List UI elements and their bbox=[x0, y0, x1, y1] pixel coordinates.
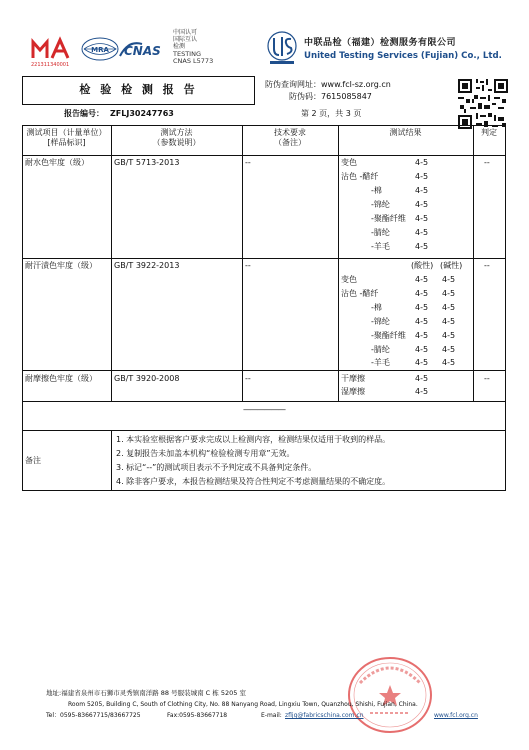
footer-email-link[interactable]: zfljg@fabricschina.com.cn bbox=[285, 712, 364, 719]
result-acid: 4-5 bbox=[415, 275, 429, 284]
result-label: -聚酯纤维 bbox=[371, 214, 406, 223]
result-value: 4-5 bbox=[415, 214, 429, 223]
result-label: -腈纶 bbox=[371, 228, 390, 237]
result-label: -棉 bbox=[371, 303, 382, 312]
result-alkali: 4-5 bbox=[442, 345, 456, 354]
result-acid: 4-5 bbox=[415, 303, 429, 312]
svg-text:MRA: MRA bbox=[91, 46, 109, 54]
remark-item: 3. 标记“--”的测试项目表示不予判定或不具备判定条件。 bbox=[116, 463, 317, 472]
report-number: ZFLJ30247763 bbox=[110, 109, 174, 118]
result-value: 4-5 bbox=[415, 186, 429, 195]
footer-website-link[interactable]: www.fcl.org.cn bbox=[434, 712, 478, 719]
result-label: 沾色 -醋纤 bbox=[341, 289, 379, 298]
remark-item: 1. 本实验室根据客户要求完成以上检测内容，检测结果仅适用于收到的样品。 bbox=[116, 435, 391, 444]
row-method: GB/T 5713-2013 bbox=[114, 158, 180, 167]
col-header-method: 测试方法 （参数说明） bbox=[152, 128, 201, 147]
result-label: -锦纶 bbox=[371, 317, 390, 326]
footer-address-cn: 地址:福建省泉州市石狮市灵秀镇南洋路 88 号服装城南 C 栋 5205 室 bbox=[46, 689, 246, 697]
table-end-marker: —————— bbox=[243, 405, 285, 414]
report-number-label: 报告编号： bbox=[64, 109, 104, 118]
ilac-mra-logo bbox=[80, 36, 120, 62]
result-alkali: 4-5 bbox=[442, 358, 456, 367]
result-value: 4-5 bbox=[415, 242, 429, 251]
result-label: -聚酯纤维 bbox=[371, 331, 406, 340]
result-value: 4-5 bbox=[415, 228, 429, 237]
result-alkali: 4-5 bbox=[442, 317, 456, 326]
result-label: 干摩擦 bbox=[341, 374, 365, 383]
result-label: 沾色 -醋纤 bbox=[341, 172, 379, 181]
org-name-en: United Testing Services (Fujian) Co., Ltd. bbox=[304, 51, 502, 61]
result-value: 4-5 bbox=[415, 387, 429, 396]
row-judge: -- bbox=[484, 261, 490, 270]
result-value: 4-5 bbox=[415, 158, 429, 167]
result-alkali: 4-5 bbox=[442, 303, 456, 312]
result-label: -腈纶 bbox=[371, 345, 390, 354]
result-label: -锦纶 bbox=[371, 200, 390, 209]
page-info: 第 2 页，共 3 页 bbox=[301, 109, 362, 118]
qr-code bbox=[458, 79, 508, 129]
result-label: -棉 bbox=[371, 186, 382, 195]
org-name-cn: 中联品检（福建）检测服务有限公司 bbox=[304, 38, 457, 48]
result-acid: 4-5 bbox=[415, 358, 429, 367]
remarks-label: 备注 bbox=[25, 456, 41, 465]
ma-logo bbox=[30, 36, 74, 62]
result-label: -羊毛 bbox=[371, 358, 390, 367]
official-seal-stamp bbox=[346, 655, 434, 735]
col-header-result: 测试结果 bbox=[389, 128, 422, 137]
row-judge: -- bbox=[484, 374, 490, 383]
row-item: 耐摩擦色牢度（级） bbox=[25, 374, 97, 383]
row-requirement: -- bbox=[245, 158, 251, 167]
result-label: -羊毛 bbox=[371, 242, 390, 251]
remark-item: 2. 复制报告未加盖本机构“检验检测专用章”无效。 bbox=[116, 449, 295, 458]
cnas-accreditation-text: 中国认可 国际互认 检测 TESTING CNAS L5773 bbox=[173, 29, 214, 65]
row-requirement: -- bbox=[245, 261, 251, 270]
result-subheader-alkali: (碱性) bbox=[440, 261, 463, 270]
result-acid: 4-5 bbox=[415, 331, 429, 340]
row-judge: -- bbox=[484, 158, 490, 167]
row-item: 耐汗渍色牢度（级） bbox=[25, 261, 97, 270]
result-label: 变色 bbox=[341, 158, 357, 167]
result-subheader-acid: (酸性) bbox=[411, 261, 434, 270]
remark-item: 4. 除非客户要求，本报告检测结果及符合性判定不考虑测量结果的不确定度。 bbox=[116, 477, 391, 486]
row-requirement: -- bbox=[245, 374, 251, 383]
row-item: 耐水色牢度（级） bbox=[25, 158, 89, 167]
result-alkali: 4-5 bbox=[442, 331, 456, 340]
footer-address-en: Room 5205, Building C, South of Clothing City, No. 88 Nanyang Road, Lingxiu Town, Quanzhou, Shishi, Fujian, China. bbox=[68, 701, 418, 708]
row-method: GB/T 3922-2013 bbox=[114, 261, 180, 270]
result-acid: 4-5 bbox=[415, 317, 429, 326]
footer-email-label: E-mail: bbox=[261, 712, 282, 719]
uts-logo bbox=[265, 30, 299, 66]
result-acid: 4-5 bbox=[415, 289, 429, 298]
result-alkali: 4-5 bbox=[442, 289, 456, 298]
ma-number: 221311340001 bbox=[31, 62, 70, 68]
report-title: 检 验 检 测 报 告 bbox=[79, 83, 198, 96]
result-value: 4-5 bbox=[415, 172, 429, 181]
verify-code: 防伪码：7615085847 bbox=[289, 92, 372, 101]
cnas-logo bbox=[118, 38, 166, 60]
result-value: 4-5 bbox=[415, 200, 429, 209]
svg-text:CNAS: CNAS bbox=[124, 44, 161, 58]
remarks-list bbox=[116, 433, 390, 489]
col-header-requirement: 技术要求 （备注） bbox=[274, 128, 306, 147]
result-acid: 4-5 bbox=[415, 345, 429, 354]
row-method: GB/T 3920-2008 bbox=[114, 374, 180, 383]
result-label: 湿摩擦 bbox=[341, 387, 365, 396]
footer-tel: Tel：0595-83667715/83667725 bbox=[46, 712, 141, 719]
result-label: 变色 bbox=[341, 275, 357, 284]
footer-fax: Fax:0595-83667718 bbox=[167, 712, 228, 719]
result-alkali: 4-5 bbox=[442, 275, 456, 284]
col-header-judge: 判定 bbox=[481, 128, 497, 137]
col-header-item: 测试项目（计量单位） [样品标识] bbox=[26, 128, 107, 147]
result-value: 4-5 bbox=[415, 374, 429, 383]
verify-site: 防伪查询网址：www.fcl-sz.org.cn bbox=[265, 80, 391, 89]
